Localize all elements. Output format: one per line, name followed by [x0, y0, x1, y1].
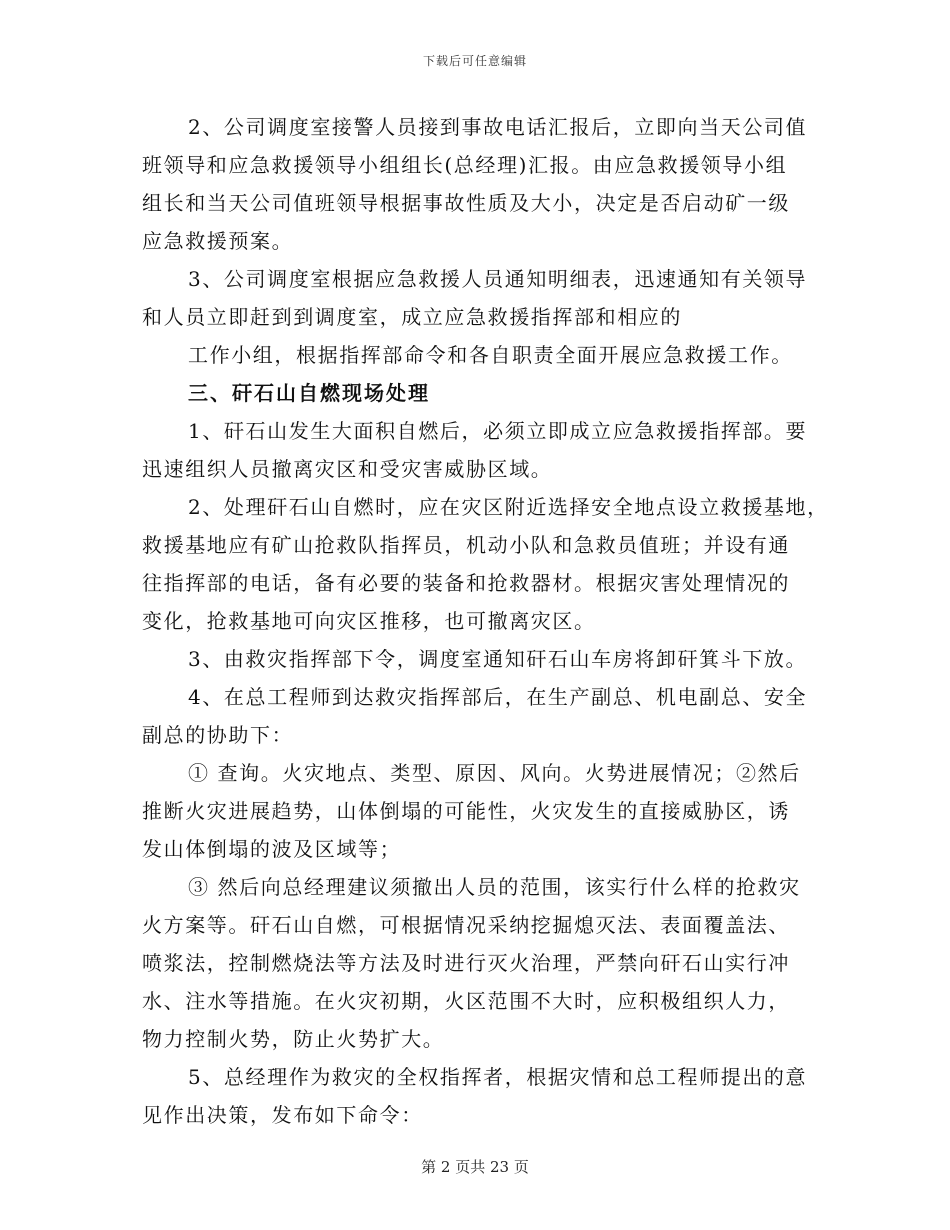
body-text-line: 副总的协助下：	[142, 723, 294, 747]
body-text-line: 和人员立即赶到到调度室，成立应急救援指挥部和相应的	[142, 305, 682, 329]
page-header: 下载后可任意编辑	[422, 54, 527, 68]
body-text-line: 应急救援预案。	[142, 229, 294, 253]
document-body	[142, 108, 829, 1134]
body-text-line: 3、公司调度室根据应急救援人员通知明细表，迅速通知有关领导	[188, 267, 808, 291]
body-text-line: 迅速组织人员撤离灾区和受灾害威胁区域。	[142, 457, 553, 481]
body-text-line: 班领导和应急救援领导小组组长(总经理)汇报。由应急救援领导小组	[142, 153, 788, 177]
body-text-line: 救援基地应有矿山抢救队指挥员，机动小队和急救员值班；并设有通	[142, 533, 790, 557]
body-text-line: 见作出决策，发布如下命令：	[142, 1103, 423, 1127]
body-text-line: 发山体倒塌的波及区域等；	[142, 837, 402, 861]
body-text-line: ③ 然后向总经理建议须撤出人员的范围，该实行什么样的抢救灾	[188, 875, 801, 899]
body-text-line: 变化，抢救基地可向灾区推移，也可撤离灾区。	[142, 609, 596, 633]
body-text-line: 2、公司调度室接警人员接到事故电话汇报后，立即向当天公司值	[188, 115, 808, 139]
body-text-line: 3、由救灾指挥部下令，调度室通知矸石山车房将卸矸箕斗下放。	[188, 647, 808, 671]
body-text-line: 组长和当天公司值班领导根据事故性质及大小，决定是否启动矿一级	[142, 191, 790, 215]
section-heading: 三、矸石山自燃现场处理	[188, 381, 430, 405]
body-text-line: 火方案等。矸石山自燃，可根据情况采纳挖掘熄灭法、表面覆盖法、	[142, 913, 790, 937]
body-text-line: 4、在总工程师到达救灾指挥部后，在生产副总、机电副总、安全	[188, 685, 808, 709]
body-text-line: 往指挥部的电话，备有必要的装备和抢救器材。根据灾害处理情况的	[142, 571, 790, 595]
body-text-line: 1、矸石山发生大面积自燃后，必须立即成立应急救援指挥部。要	[188, 419, 808, 443]
body-text-line: 5、总经理作为救灾的全权指挥者，根据灾情和总工程师提出的意	[188, 1065, 808, 1089]
body-text-line: 物力控制火势，防止火势扩大。	[142, 1027, 445, 1051]
body-text-line: 推断火灾进展趋势，山体倒塌的可能性，火灾发生的直接威胁区，诱	[142, 799, 790, 823]
body-text-line: 2、处理矸石山自燃时，应在灾区附近选择安全地点设立救援基地，	[188, 495, 829, 519]
body-text-line: 水、注水等措施。在火灾初期，火区范围不大时，应积极组织人力，	[142, 989, 790, 1013]
page-footer: 第 2 页共 23 页	[421, 1158, 529, 1176]
body-text-line: 工作小组，根据指挥部命令和各自职责全面开展应急救援工作。	[188, 343, 793, 367]
body-text-line: ① 查询。火灾地点、类型、原因、风向。火势进展情况；②然后	[188, 761, 801, 785]
body-text-line: 喷浆法，控制燃烧法等方法及时进行灭火治理，严禁向矸石山实行冲	[142, 951, 790, 975]
